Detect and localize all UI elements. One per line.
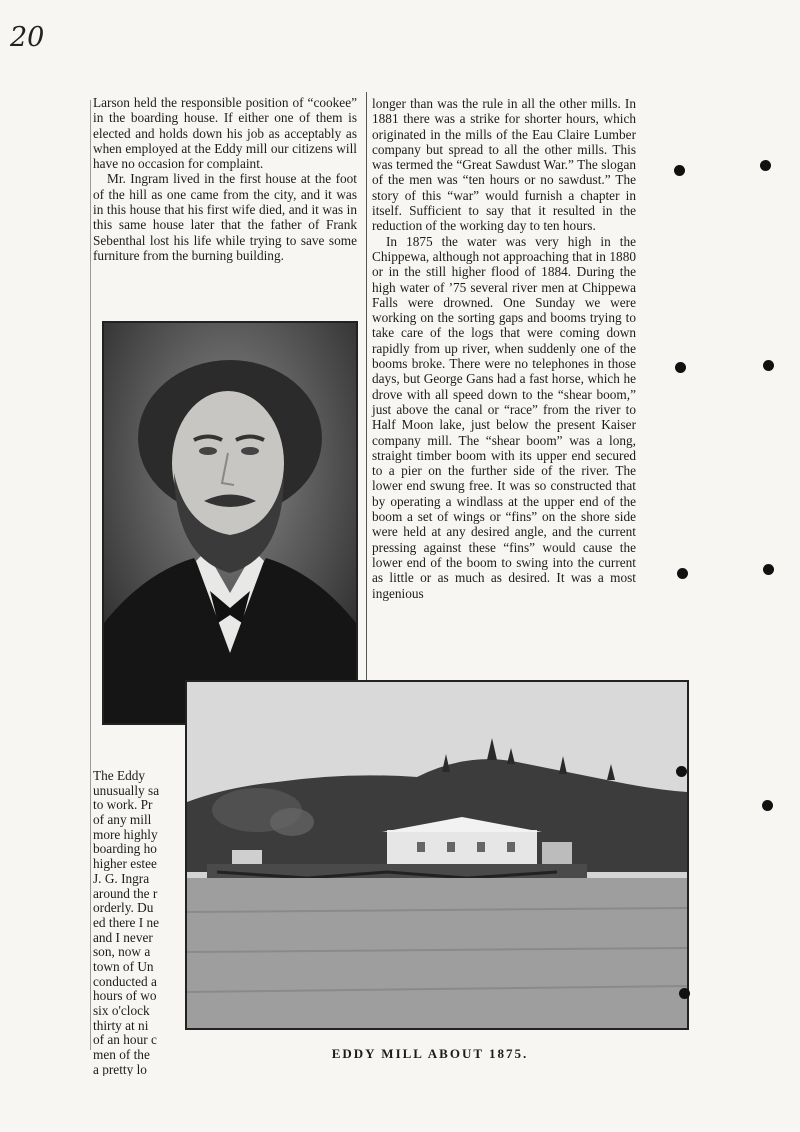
binder-hole-mark (763, 564, 774, 575)
binder-hole-mark (676, 766, 687, 777)
binder-hole-mark (674, 165, 685, 176)
text-line: six o'clock (93, 1003, 150, 1018)
text-line: unusually sa (93, 782, 160, 798)
article-column-left-lower (93, 768, 185, 1076)
text-line: ed there I ne (93, 914, 160, 930)
text-line: and I never (93, 929, 153, 945)
column-divider (90, 100, 91, 1050)
text-line: of an hour c (93, 1032, 157, 1048)
photo-caption: EDDY MILL ABOUT 1875. (331, 1046, 529, 1061)
text-line: men of the (93, 1047, 150, 1063)
article-column-right (372, 96, 636, 601)
text-line: to work. Pr (93, 797, 153, 813)
binder-hole-mark (675, 362, 686, 373)
binder-hole-mark (677, 568, 688, 579)
paragraph: Larson held the responsible position of “cookee” in the boarding house. If either one of them is elected and holds down his job as acceptably as when employed at the Eddy mill our citizens will have no occasion for complaint. (93, 95, 357, 172)
text-line: conducted a (93, 973, 157, 989)
paragraph: longer than was the rule in all the other mills. In 1881 there was a strike for shorter hours, which originated in the mills of the Eau Claire Lumber company but spread to all the other mills. This was termed the “Great Sawdust War.” The slogan of the men was “ten hours or no sawdust.” The story of this “war” would furnish a chapter in itself. Sufficient to say that it resulted in the reduction of the working day to ten hours. (372, 96, 636, 234)
page-number: 20 (10, 22, 45, 53)
text-line: higher estee (93, 856, 157, 872)
paragraph: Mr. Ingram lived in the first house at the foot of the hill as one came from the city, and it was in this house that his first wife died, and it was in this same house later that the father of Frank Sebenthal lost his life while trying to save some furniture from the burning building. (93, 171, 357, 263)
text-line: orderly. Du (93, 900, 154, 916)
text-line: town of Un (93, 958, 154, 974)
text-line: a pretty lo (93, 1061, 147, 1077)
binder-hole-mark (760, 160, 771, 171)
text-line: The Eddy (93, 768, 146, 783)
text-line: thirty at ni (93, 1017, 149, 1033)
text-line: more highly (93, 826, 158, 842)
text-line: of any mill (93, 812, 152, 828)
article-column-left (93, 95, 357, 263)
mill-photo (185, 680, 689, 1030)
text-line: son, now a (93, 944, 151, 960)
text-line: around the r (93, 885, 158, 901)
binder-hole-mark (763, 360, 774, 371)
text-line: boarding ho (93, 841, 157, 857)
portrait-photo (102, 321, 358, 725)
paragraph: In 1875 the water was very high in the Chippewa, although not approaching that in 1880 or in the still higher flood of 1884. During the high water of ’75 several river men at Chippewa Falls were drowned. One Sunday we were working on the sorting gaps and booms trying to take care of the logs that were coming down rapidly from up river, when suddenly one of the booms broke. There were no telephones in those days, but George Gans had a fast horse, which he drove with all speed down to the “shear boom,” just above the canal or “race” from the river to Half Moon lake, just below the present Kaiser company mill. The “shear boom” was a long, straight timber boom with its upper end secured to a pier on the further side of the river. The lower end swung free. It was so constructed that by operating a windlass at the upper end of the boom a set of wings or “fins” on the shore side were held at any desired angle, and the current pressing against these “fins” would cause the lower end of the boom to swing into the current as little or as much as desired. It was a most ingenious (372, 233, 636, 601)
binder-hole-mark (762, 800, 773, 811)
portrait-illustration (104, 323, 356, 723)
mill-illustration (187, 682, 687, 1028)
text-line: hours of wo (93, 988, 157, 1004)
column-divider (366, 92, 367, 682)
text-line: J. G. Ingra (93, 870, 150, 886)
binder-hole-mark (679, 988, 690, 999)
